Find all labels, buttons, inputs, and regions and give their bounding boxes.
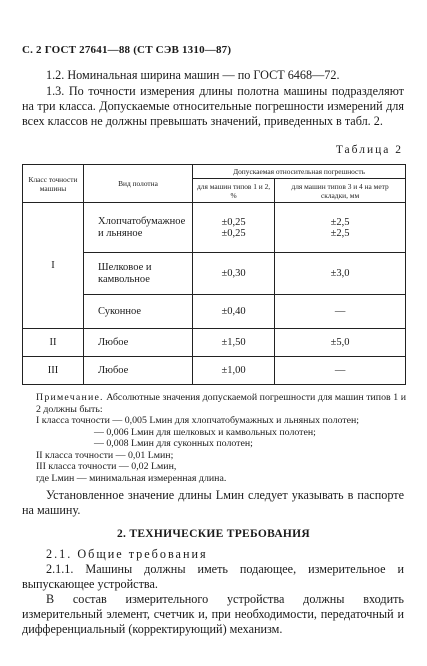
value-cell: ±0,40 <box>193 295 275 329</box>
value-line: ±2,5 <box>330 216 350 228</box>
note-line: — 0,008 Lмин для суконных полотен; <box>94 438 253 449</box>
subsection-heading: 2.1. Общие требования <box>46 547 208 561</box>
note-line <box>22 392 406 415</box>
value-line: ±0,25 <box>221 227 246 239</box>
table-row <box>23 357 406 385</box>
value-cell: ±1,00 <box>193 357 275 385</box>
note-line: III класса точности — 0,02 Lмин, <box>36 461 177 472</box>
table-row <box>23 203 406 253</box>
note-line: — 0,006 Lмин для шелковых и камвольных полотен; <box>94 426 316 438</box>
value-line: ±0,25 <box>221 216 246 228</box>
value-cell: — <box>275 357 406 385</box>
header-error-group: Допускаемая относительная погрешность <box>193 165 406 179</box>
value-cell: ±5,0 <box>275 329 406 357</box>
section-heading: 2. ТЕХНИЧЕСКИЕ ТРЕБОВАНИЯ <box>116 528 311 540</box>
paragraph-1-2: 1.2. Номинальная ширина машин — по ГОСТ 6468—72. <box>46 68 340 82</box>
value-cell: — <box>275 295 406 329</box>
table-row <box>23 329 406 357</box>
paragraph-length-note: Установленное значение длины Lмин следует указывать в паспорте на машину. <box>22 488 404 517</box>
header-types-3-4: для машин типов 3 и 4 на метр складки, мм <box>275 179 406 203</box>
value-cell: ±0,30 <box>193 253 275 295</box>
header-fabric-type: Вид полотна <box>84 165 193 203</box>
fabric-cell: Шелковое и камвольное <box>84 253 193 295</box>
paragraph-1-3: 1.3. По точности измерения длины полотна машины подразделяют на три класса. Допускаемые относительные погрешности измерений для всех классов не должны превышать значений, приведенных в табл. 2. <box>22 84 404 128</box>
note-line: где Lмин — минимальная измеренная длина. <box>36 472 227 484</box>
value-cell <box>275 203 406 253</box>
note-line: II класса точности — 0,01 Lмин; <box>36 449 174 461</box>
note-label: Примечание. <box>36 392 104 403</box>
value-cell <box>193 203 275 253</box>
class-cell: III <box>23 357 84 385</box>
value-line: ±2,5 <box>330 227 350 239</box>
fabric-cell: Хлопчатобумажное и льняное <box>84 203 193 253</box>
paragraph-2-1-1-continued: В состав измерительного устройства должны входить измерительный элемент, счетчик и, при необходимости, передаточный и дифференциальный (корректирующий) механизм. <box>22 592 404 636</box>
header-types-1-2: для машин типов 1 и 2, % <box>193 179 275 203</box>
class-cell: II <box>23 329 84 357</box>
page-header: С. 2 ГОСТ 27641—88 (СТ СЭВ 1310—87) <box>22 44 232 56</box>
table-caption: Таблица 2 <box>335 144 403 156</box>
header-class: Класс точности машины <box>23 165 84 203</box>
fabric-cell: Любое <box>84 329 193 357</box>
note-text: Абсолютные значения допускаемой погрешности для машин типов 1 и 2 должны быть: <box>36 392 407 415</box>
fabric-cell: Любое <box>84 357 193 385</box>
table-note <box>22 392 406 484</box>
tolerance-table <box>22 164 406 385</box>
value-cell: ±1,50 <box>193 329 275 357</box>
paragraph-2-1-1: 2.1.1. Машины должны иметь подающее, измерительное и выпускающее устройства. <box>22 562 404 591</box>
value-cell: ±3,0 <box>275 253 406 295</box>
fabric-cell: Суконное <box>84 295 193 329</box>
note-line: I класса точности — 0,005 Lмин для хлопчатобумажных и льняных полотен; <box>36 415 360 426</box>
class-cell: I <box>23 203 84 329</box>
